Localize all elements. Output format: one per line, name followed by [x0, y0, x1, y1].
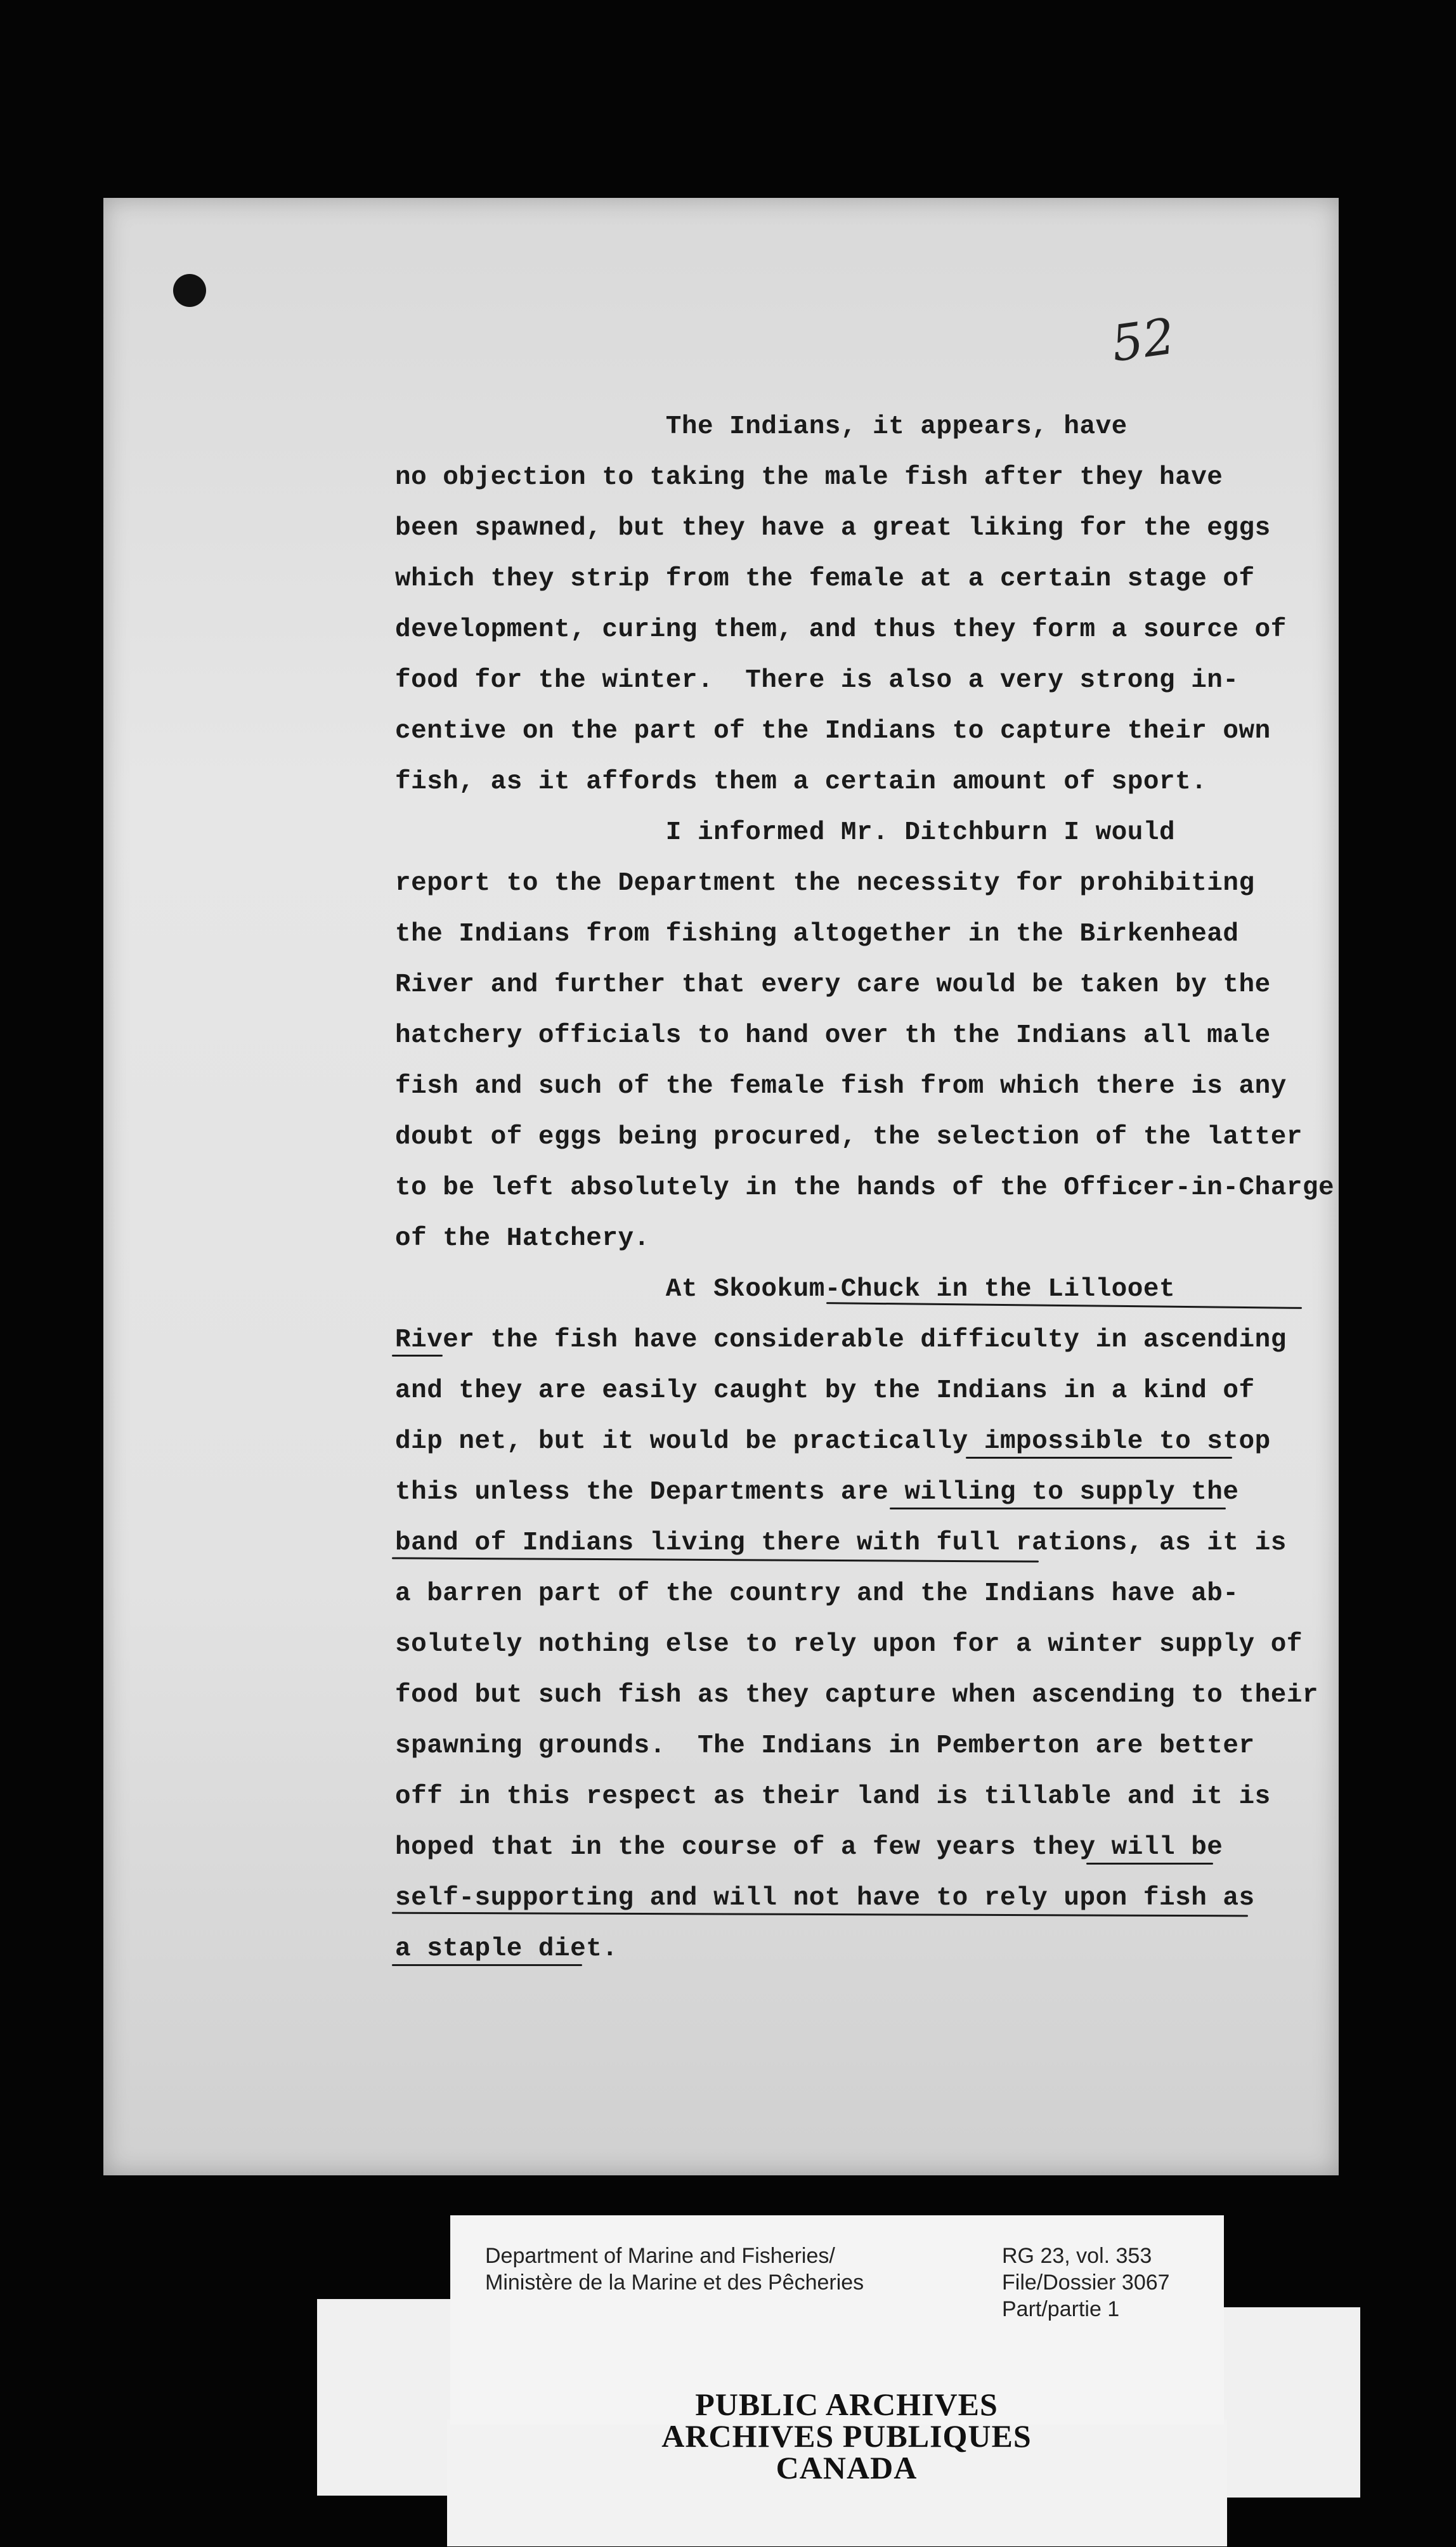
file-number: File/Dossier 3067: [1002, 2270, 1170, 2295]
text-line: centive on the part of the Indians to capture their own: [395, 717, 1271, 746]
underline-mark: [890, 1508, 1226, 1509]
text-line: which they strip from the female at a certain stage of: [395, 564, 1255, 594]
text-line: development, curing them, and thus they form a source of: [395, 615, 1287, 644]
text-line: band of Indians living there with full rations, as it is: [395, 1528, 1287, 1558]
text-line: off in this respect as their land is tillable and it is: [395, 1782, 1271, 1811]
text-line: food for the winter. There is also a very strong in-: [395, 666, 1239, 695]
underline-mark: [392, 1355, 443, 1357]
underline-mark: [1086, 1863, 1213, 1865]
archives-country: CANADA: [776, 2450, 918, 2485]
department-english: Department of Marine and Fisheries/: [485, 2244, 835, 2268]
underline-mark: [966, 1457, 1232, 1459]
text-line: no objection to taking the male fish after they have: [395, 463, 1223, 492]
part-number: Part/partie 1: [1002, 2297, 1120, 2321]
text-line: spawning grounds. The Indians in Pemberton are better: [395, 1731, 1255, 1761]
text-line: a barren part of the country and the Indians have ab-: [395, 1579, 1239, 1608]
text-line: dip net, but it would be practically impossible to stop: [395, 1427, 1271, 1456]
text-line: fish and such of the female fish from which there is any: [395, 1072, 1287, 1101]
text-line: to be left absolutely in the hands of the Officer-in-Charge: [395, 1173, 1335, 1202]
text-line: River the fish have considerable difficulty in ascending: [395, 1326, 1287, 1355]
text-line: hoped that in the course of a few years they will be: [395, 1833, 1223, 1862]
department-french: Ministère de la Marine et des Pêcheries: [485, 2270, 864, 2295]
reference-group: RG 23, vol. 353: [1002, 2244, 1152, 2268]
text-line: The Indians, it appears, have: [395, 412, 1128, 441]
text-line: hatchery officials to hand over th the Indians all male: [395, 1021, 1271, 1050]
text-line: a staple diet.: [395, 1934, 618, 1964]
archive-label-tab: [317, 2299, 453, 2496]
text-line: been spawned, but they have a great liking for the eggs: [395, 514, 1271, 543]
text-line: River and further that every care would be taken by the: [395, 970, 1271, 1000]
text-line: self-supporting and will not have to rely upon fish as: [395, 1884, 1255, 1913]
text-line: this unless the Departments are willing to supply the: [395, 1478, 1239, 1507]
text-line: food but such fish as they capture when ascending to their: [395, 1681, 1319, 1710]
underline-mark: [392, 1557, 1039, 1562]
folio-number: 52: [1108, 308, 1179, 374]
text-line: report to the Department the necessity for prohibiting: [395, 869, 1255, 898]
archives-english: PUBLIC ARCHIVES: [695, 2387, 998, 2422]
text-line: doubt of eggs being procured, the selection of the latter: [395, 1123, 1303, 1152]
archive-label-tab: [1221, 2307, 1360, 2498]
text-line: fish, as it affords them a certain amount of sport.: [395, 767, 1207, 797]
text-line: of the Hatchery.: [395, 1224, 650, 1253]
underline-mark: [392, 1964, 582, 1966]
text-line: solutely nothing else to rely upon for a winter supply of: [395, 1630, 1303, 1659]
text-line: At Skookum-Chuck in the Lillooet: [395, 1275, 1176, 1304]
punch-hole: [173, 274, 206, 307]
text-line: I informed Mr. Ditchburn I would: [395, 818, 1176, 847]
document-page: [103, 198, 1339, 2175]
text-line: and they are easily caught by the Indians in a kind of: [395, 1376, 1255, 1405]
text-line: the Indians from fishing altogether in the Birkenhead: [395, 920, 1239, 949]
archives-french: ARCHIVES PUBLIQUES: [661, 2418, 1032, 2454]
